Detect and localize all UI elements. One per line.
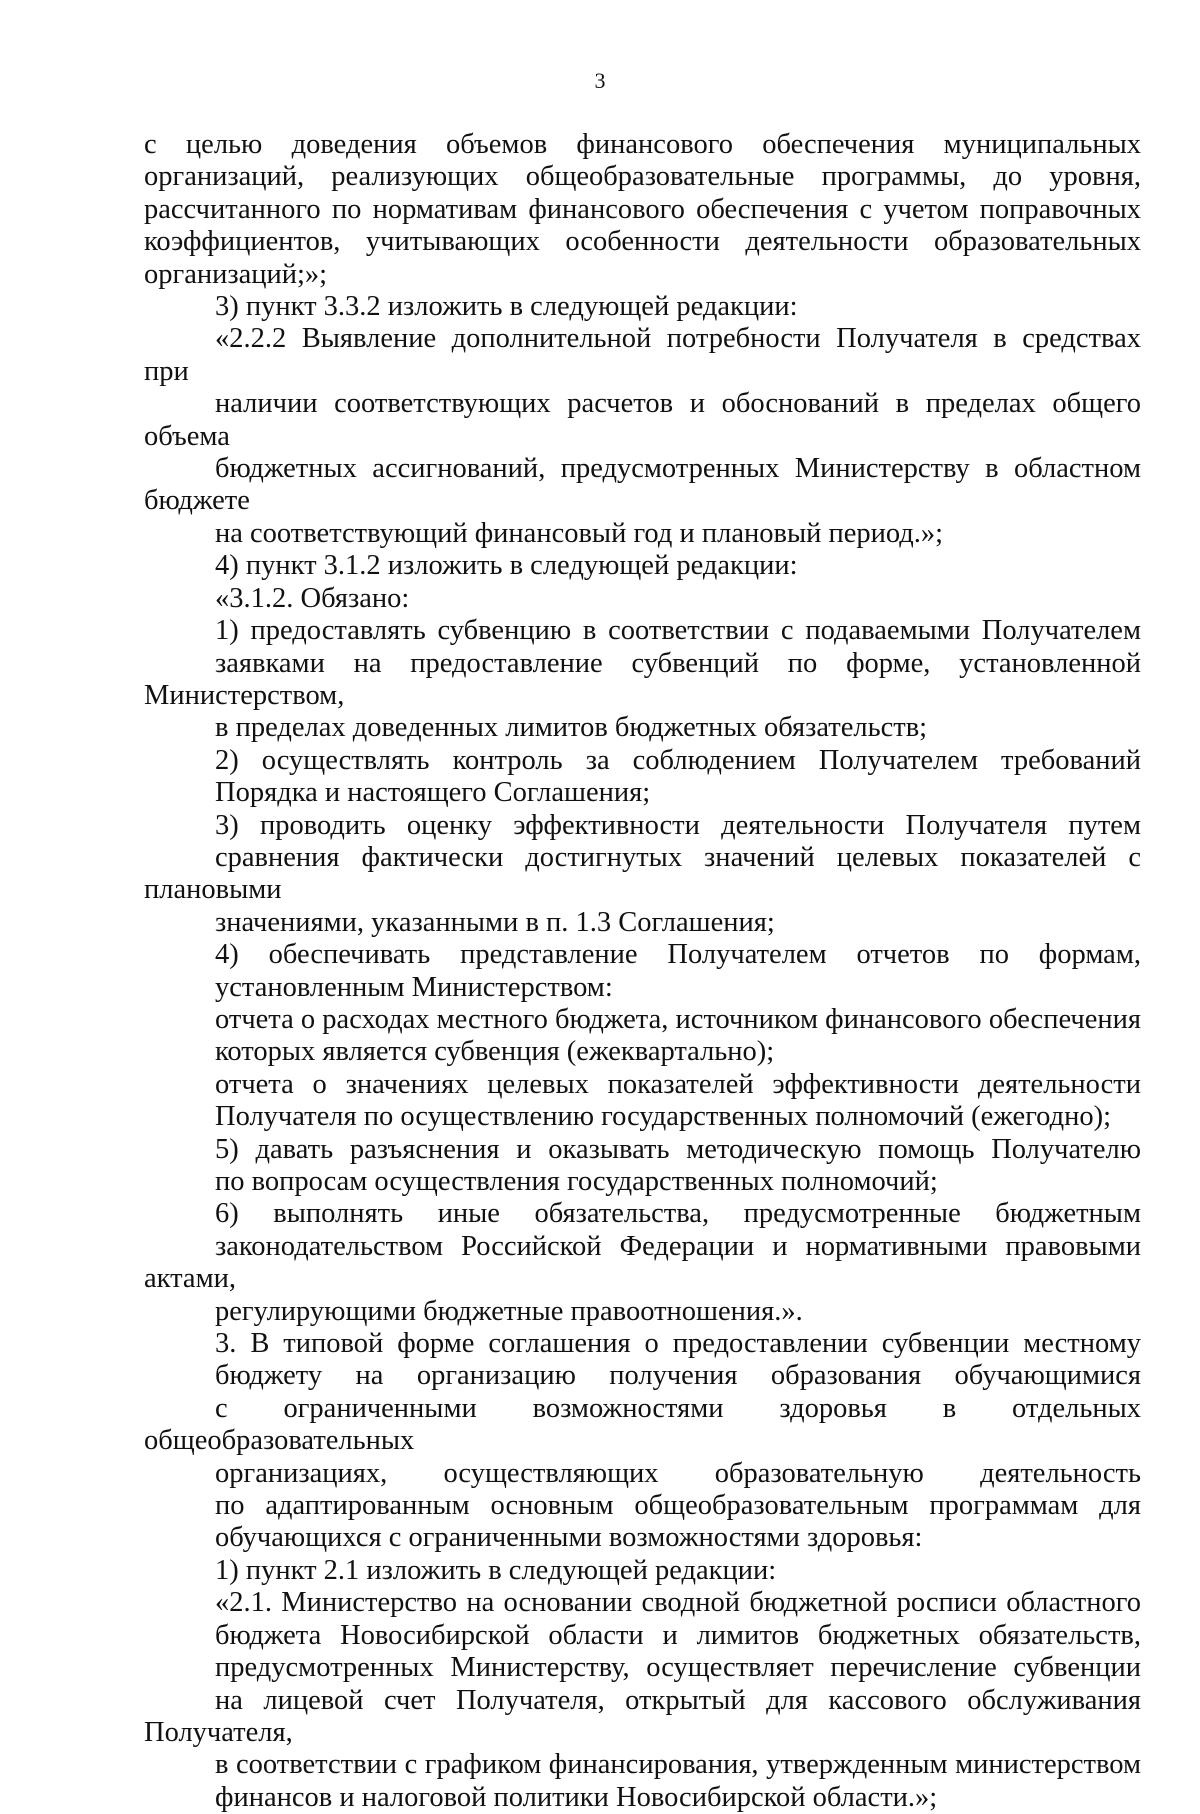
paragraph-p11 — [144, 1069, 1141, 1134]
text-line: 6) выполнять иные обязательства, предусмотренные бюджетным — [215, 1198, 1141, 1230]
text-line: предусмотренных Министерству, осуществляет перечисление субвенции — [215, 1652, 1141, 1684]
text-line: бюджетных ассигнований, предусмотренных Министерству в областном бюджете — [144, 453, 1141, 517]
paragraph-p10 — [144, 1004, 1141, 1069]
text-line: по вопросам осуществления государственных полномочий; — [215, 1166, 938, 1197]
paragraph-p03 — [144, 323, 1141, 550]
text-line: «2.2.2 Выявление дополнительной потребности Получателя в средствах при — [144, 323, 1141, 387]
text-line: 5) давать разъяснения и оказывать методическую помощь Получателю — [215, 1133, 1141, 1165]
paragraph-p08 — [144, 810, 1141, 940]
paragraph-p07 — [144, 745, 1141, 810]
paragraph-p09 — [144, 939, 1141, 1004]
text-line: 4) пункт 3.1.2 изложить в следующей редакции: — [215, 550, 798, 582]
paragraph-p16 — [144, 1587, 1141, 1814]
text-line: регулирующими бюджетные правоотношения.». — [215, 1295, 803, 1327]
text-line: 4) обеспечивать представление Получателем отчетов по формам, — [215, 939, 1141, 971]
text-line: организаций;»; — [144, 258, 328, 290]
text-line: «2.1. Министерство на основании сводной бюджетной росписи областного — [215, 1587, 1141, 1619]
text-line: 3) проводить оценку эффективности деятельности Получателя путем — [215, 809, 1141, 841]
text-line: заявками на предоставление субвенций по форме, установленной Министерством, — [144, 647, 1141, 711]
paragraph-p14 — [144, 1328, 1141, 1555]
text-line: отчета о значениях целевых показателей эффективности деятельности — [215, 1068, 1141, 1100]
text-line: бюджету на организацию получения образования обучающимися — [215, 1360, 1141, 1392]
text-line: законодательством Российской Федерации и нормативными правовыми актами, — [144, 1230, 1141, 1295]
paragraph-p12 — [144, 1134, 1141, 1199]
paragraph-p06 — [144, 615, 1141, 745]
paragraph-p01 — [144, 129, 1141, 291]
text-line: отчета о расходах местного бюджета, источником финансового обеспечения — [215, 1003, 1141, 1035]
document-body — [144, 129, 1141, 1814]
page-number: 3 — [594, 68, 606, 93]
text-line: обучающихся с ограниченными возможностями здоровья: — [215, 1522, 923, 1554]
text-line: в пределах доведенных лимитов бюджетных обязательств; — [215, 712, 928, 744]
text-line: в соответствии с графиком финансирования, утвержденным министерством — [215, 1749, 1141, 1781]
text-line: установленным Министерством: — [215, 971, 613, 1003]
text-line: по адаптированным основным общеобразовательным программам для — [215, 1490, 1141, 1522]
text-line: которых является субвенция (ежеквартально); — [215, 1036, 775, 1068]
text-line: 3) пункт 3.3.2 изложить в следующей редакции: — [215, 291, 798, 323]
text-line: «3.1.2. Обязано: — [215, 582, 410, 614]
paragraph-p02 — [144, 291, 1141, 323]
text-line: наличии соответствующих расчетов и обоснований в пределах общего объема — [144, 388, 1141, 452]
text-line: финансов и налоговой политики Новосибирской области.»; — [215, 1781, 938, 1813]
text-line: организациях, осуществляющих образовательную деятельность — [215, 1457, 1141, 1489]
text-line: на соответствующий финансовый год и плановый период.»; — [215, 517, 944, 549]
text-line: с целью доведения объемов финансового обеспечения муниципальных — [144, 129, 1141, 160]
text-line: Порядка и настоящего Соглашения; — [215, 777, 651, 809]
text-line: 3. В типовой форме соглашения о предоставлении субвенции местному — [215, 1328, 1141, 1360]
text-line: значениями, указанными в п. 1.3 Соглашения; — [215, 906, 775, 938]
text-line: 1) предоставлять субвенцию в соответствии с подаваемыми Получателем — [215, 615, 1141, 647]
text-line: на лицевой счет Получателя, открытый для кассового обслуживания Получателя, — [144, 1684, 1141, 1748]
paragraph-p05 — [144, 583, 1141, 615]
text-line: сравнения фактически достигнутых значений целевых показателей с плановыми — [144, 841, 1141, 906]
text-line: рассчитанного по нормативам финансового обеспечения с учетом поправочных — [144, 193, 1141, 225]
paragraph-p15 — [144, 1555, 1141, 1587]
text-line: бюджета Новосибирской области и лимитов бюджетных обязательств, — [215, 1619, 1141, 1651]
text-line: 2) осуществлять контроль за соблюдением Получателем требований — [215, 744, 1141, 776]
text-line: 1) пункт 2.1 изложить в следующей редакции: — [215, 1554, 777, 1586]
paragraph-p13 — [144, 1198, 1141, 1328]
paragraph-p04 — [144, 550, 1141, 582]
text-line: Получателя по осуществлению государственных полномочий (ежегодно); — [215, 1101, 1112, 1133]
text-line: коэффициентов, учитывающих особенности деятельности образовательных — [144, 226, 1141, 258]
text-line: организаций, реализующих общеобразовательные программы, до уровня, — [144, 161, 1141, 193]
text-line: с ограниченными возможностями здоровья в отдельных общеобразовательных — [144, 1392, 1141, 1457]
